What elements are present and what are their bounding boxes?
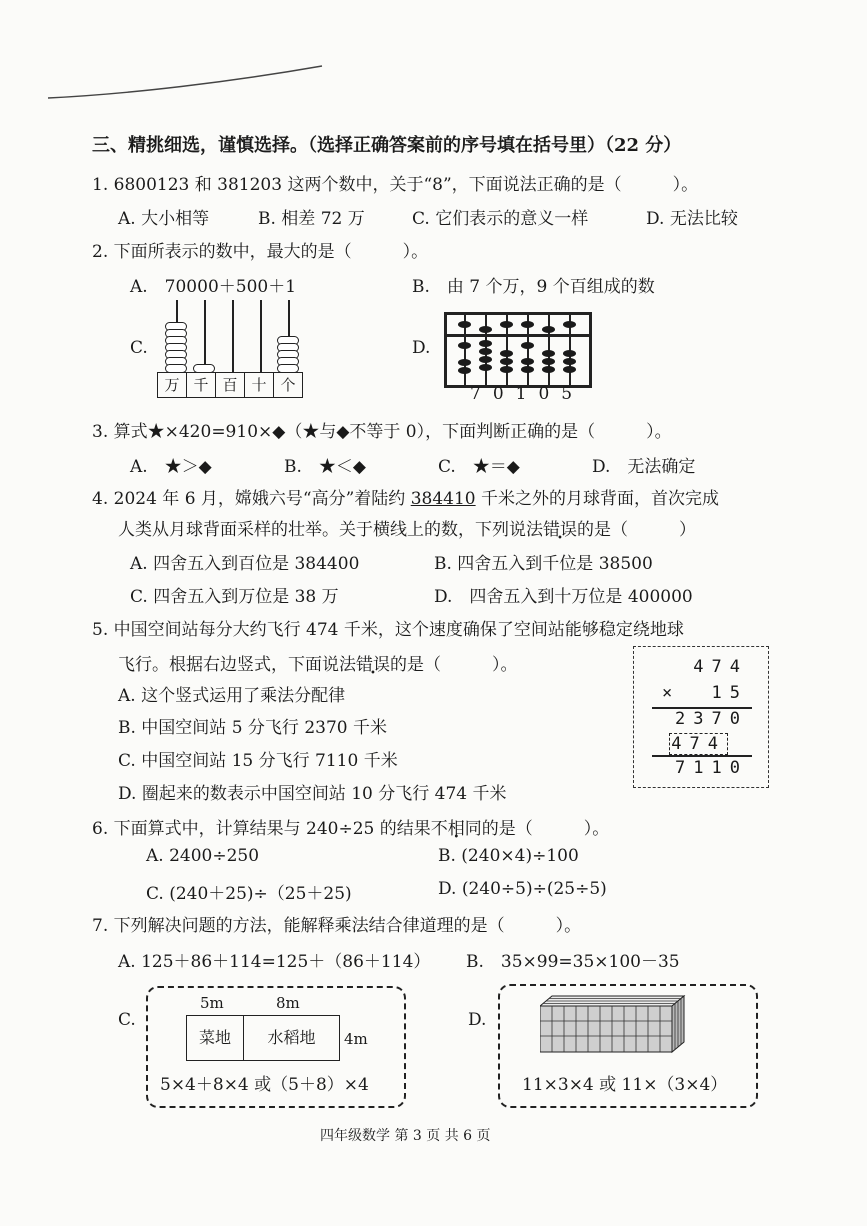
q5-line2-pre: 飞行。根据右边竖式，下面说法 xyxy=(118,655,356,675)
q3-option-a[interactable]: A. ★＞◆ xyxy=(130,457,212,477)
abacus-rod xyxy=(260,300,262,372)
suanpan-number: 70105 xyxy=(470,384,585,404)
q4-option-c[interactable]: C. 四舍五入到万位是 38 万 xyxy=(130,587,339,607)
suanpan-abacus xyxy=(444,312,592,388)
q5-option-d[interactable]: D. 圈起来的数表示中国空间站 10 分飞行 474 千米 xyxy=(118,784,507,804)
q6-option-d[interactable]: D. (240÷5)÷(25÷5) xyxy=(438,879,607,899)
abacus-beam xyxy=(447,334,589,337)
q7-option-b[interactable]: B. 35×99=35×100－35 xyxy=(466,952,680,972)
q5-option-c[interactable]: C. 中国空间站 15 分飞行 7110 千米 xyxy=(118,751,398,771)
calc-multiplier: 15 xyxy=(711,683,748,703)
abacus-bead xyxy=(542,350,555,357)
q4-emphasis-wrong: 错误 xyxy=(543,520,577,540)
q4-stem-post: 千米之外的月球背面，首次完成 xyxy=(475,489,720,509)
abacus-bead xyxy=(500,358,513,365)
field-width-1: 5m xyxy=(200,994,224,1012)
abacus-rod xyxy=(232,300,234,372)
q6-option-c[interactable]: C. (240＋25)÷（25＋25) xyxy=(146,884,352,904)
q7-option-c-label[interactable]: C. xyxy=(118,1010,136,1030)
abacus-bead xyxy=(458,342,471,349)
abacus-bead xyxy=(500,321,513,328)
abacus-bead xyxy=(542,358,555,365)
q1-option-b[interactable]: B. 相差 72 万 xyxy=(258,209,365,229)
abacus-bead xyxy=(521,358,534,365)
abacus-rod xyxy=(204,300,206,372)
field-height: 4m xyxy=(344,1030,368,1048)
q6-stem-pre: 6. 下面算式中，计算结果与 240÷25 的结果 xyxy=(92,819,431,839)
calc-multiplicand: 474 xyxy=(693,657,748,677)
abacus-bead xyxy=(458,367,471,374)
abacus-bead xyxy=(563,350,576,357)
abacus-bead xyxy=(542,366,555,373)
q2-stem: 2. 下面所表示的数中，最大的是（ ）。 xyxy=(92,242,429,262)
q1-stem: 1. 6800123 和 381203 这两个数中，关于“8”，下面说法正确的是（ ）。 xyxy=(92,175,699,195)
q7-c-formula: 5×4＋8×4 或（5＋8）×4 xyxy=(160,1075,369,1095)
place-label: 万 xyxy=(158,373,187,397)
abacus-bead xyxy=(542,326,555,333)
q4-stem-line1 xyxy=(92,484,719,509)
abacus-bead xyxy=(563,366,576,373)
q6-emphasis-different: 不相同 xyxy=(430,819,482,839)
place-label: 十 xyxy=(245,373,274,397)
q6-stem-post: 的是（ ）。 xyxy=(481,819,610,839)
abacus-bead xyxy=(479,364,492,371)
abacus-bead xyxy=(521,321,534,328)
q6-option-a[interactable]: A. 2400÷250 xyxy=(146,846,260,866)
q4-line2-post: 的是（ ） xyxy=(577,520,696,540)
q5-stem-line2 xyxy=(118,650,518,675)
q2-option-a[interactable]: A. 70000＋500＋1 xyxy=(130,277,297,297)
vegetable-field: 菜地 xyxy=(187,1016,244,1060)
place-label: 个 xyxy=(280,376,296,394)
q3-option-c[interactable]: C. ★＝◆ xyxy=(438,457,520,477)
abacus-bead xyxy=(479,348,492,355)
q4-stem-line2 xyxy=(118,515,696,540)
rice-field: 水稻地 xyxy=(267,1028,316,1047)
abacus-bead xyxy=(563,358,576,365)
calc-times-sign: × xyxy=(662,683,681,703)
abacus-bead xyxy=(479,326,492,333)
calc-partial-2 xyxy=(669,734,728,754)
cube-block-icon xyxy=(540,994,690,1058)
q7-d-formula: 11×3×4 或 11×（3×4） xyxy=(522,1075,728,1095)
q7-option-d-label[interactable]: D. xyxy=(468,1010,487,1030)
abacus-place-labels xyxy=(157,372,303,398)
abacus-bead xyxy=(458,321,471,328)
calc-partial-1: 2370 xyxy=(675,709,748,729)
q1-option-d[interactable]: D. 无法比较 xyxy=(646,209,738,229)
q2-option-b[interactable]: B. 由 7 个万，9 个百组成的数 xyxy=(412,277,655,297)
q3-option-d[interactable]: D. 无法确定 xyxy=(592,457,696,477)
q4-stem-pre: 4. 2024 年 6 月，嫦娥六号“高分”着陆约 xyxy=(92,489,411,509)
q5-emphasis-wrong: 错误 xyxy=(356,655,390,675)
abacus-bead xyxy=(500,350,513,357)
q6-stem xyxy=(92,814,609,839)
q2-option-c-label[interactable]: C. xyxy=(130,338,148,358)
q1-option-a[interactable]: A. 大小相等 xyxy=(118,209,210,229)
abacus-bead xyxy=(458,359,471,366)
q5-option-a[interactable]: A. 这个竖式运用了乘法分配律 xyxy=(118,686,346,706)
q7-option-a[interactable]: A. 125＋86＋114=125＋（86＋114） xyxy=(118,952,431,972)
calc-circled-number: 474 xyxy=(671,734,726,754)
q2-option-d-label[interactable]: D. xyxy=(412,338,431,358)
page-footer: 四年级数学 第 3 页 共 6 页 xyxy=(320,1128,491,1144)
place-label: 百 xyxy=(216,373,245,397)
field-width-2: 8m xyxy=(276,994,300,1012)
counting-frame-abacus xyxy=(157,300,307,398)
place-label: 千 xyxy=(187,373,216,397)
calc-product: 7110 xyxy=(675,758,748,778)
q4-option-a[interactable]: A. 四舍五入到百位是 384400 xyxy=(130,554,360,574)
q1-option-c[interactable]: C. 它们表示的意义一样 xyxy=(412,209,589,229)
field-diagram xyxy=(186,1015,340,1061)
abacus-bead xyxy=(563,321,576,328)
q5-line2-post: 的是（ ）。 xyxy=(390,655,518,675)
abacus-bead xyxy=(500,366,513,373)
abacus-bead xyxy=(521,366,534,373)
section-title: 三、精挑细选，谨慎选择。（选择正确答案前的序号填在括号里）（22 分） xyxy=(92,135,682,156)
q4-line2-pre: 人类从月球背面采样的壮举。关于横线上的数，下列说法 xyxy=(118,520,543,540)
q5-stem-line1: 5. 中国空间站每分大约飞行 474 千米，这个速度确保了空间站能够稳定绕地球 xyxy=(92,620,684,640)
abacus-bead xyxy=(521,342,534,349)
q7-stem: 7. 下列解决问题的方法，能解释乘法结合律道理的是（ ）。 xyxy=(92,916,582,936)
q4-option-d[interactable]: D. 四舍五入到十万位是 400000 xyxy=(434,587,693,607)
q4-underlined-number: 384410 xyxy=(410,489,476,509)
q6-option-b[interactable]: B. (240×4)÷100 xyxy=(438,846,579,866)
q3-stem: 3. 算式★×420=910×◆（★与◆不等于 0），下面判断正确的是（ ）。 xyxy=(92,422,672,442)
abacus-bead xyxy=(479,340,492,347)
q3-option-b[interactable]: B. ★＜◆ xyxy=(284,457,366,477)
abacus-bead xyxy=(479,356,492,363)
q4-option-b[interactable]: B. 四舍五入到千位是 38500 xyxy=(434,554,653,574)
vertical-multiplication xyxy=(633,646,769,788)
q5-option-b[interactable]: B. 中国空间站 5 分飞行 2370 千米 xyxy=(118,718,387,738)
pen-stroke-decoration xyxy=(40,60,330,105)
calc-rule xyxy=(652,755,752,757)
